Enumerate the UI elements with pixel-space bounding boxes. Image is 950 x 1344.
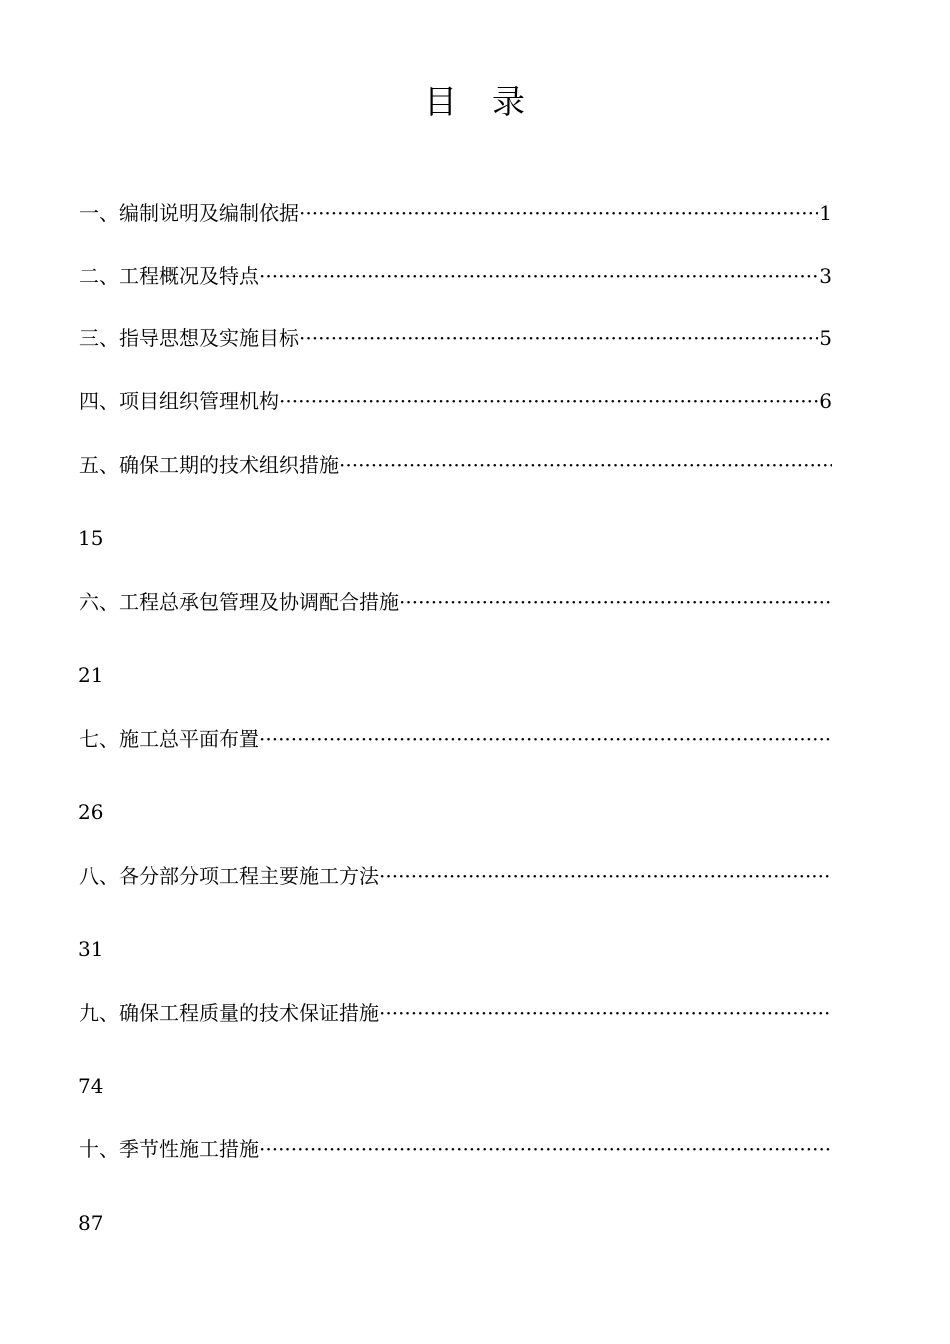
toc-entry-page: 5 [819, 326, 832, 350]
toc-entry-label: 一、编制说明及编制依据 [79, 201, 299, 225]
title-char-1: 目 [424, 82, 458, 121]
dot-leader [299, 323, 818, 353]
toc-entry-label: 六、工程总承包管理及协调配合措施 [79, 590, 399, 614]
toc-entry-label: 七、施工总平面布置 [79, 727, 259, 751]
toc-entry-4[interactable] [79, 386, 832, 416]
toc-entry-page: 1 [819, 201, 832, 225]
toc-entry-3[interactable] [79, 323, 832, 353]
dot-leader [399, 587, 832, 617]
toc-entry-label: 四、项目组织管理机构 [79, 389, 279, 413]
toc-entry-5[interactable] [79, 450, 832, 480]
toc-entry-page: 15 [78, 526, 104, 550]
toc-entry-page: 21 [78, 663, 104, 687]
toc-entry-page: 31 [78, 937, 104, 961]
toc-entry-label: 九、确保工程质量的技术保证措施 [79, 1001, 379, 1025]
dot-leader [379, 998, 832, 1028]
dot-leader [379, 861, 832, 891]
toc-entry-label: 十、季节性施工措施 [79, 1137, 259, 1161]
dot-leader [299, 198, 818, 228]
dot-leader [259, 724, 832, 754]
dot-leader [339, 450, 832, 480]
toc-entry-7[interactable] [79, 724, 832, 754]
toc-entry-page: 6 [819, 389, 832, 413]
toc-entry-label: 五、确保工期的技术组织措施 [79, 453, 339, 477]
dot-leader [259, 1134, 832, 1164]
toc-entry-8[interactable] [79, 861, 832, 891]
toc-entry-9[interactable] [79, 998, 832, 1028]
toc-entry-6[interactable] [79, 587, 832, 617]
toc-entry-page: 3 [819, 264, 832, 288]
toc-entry-label: 三、指导思想及实施目标 [79, 326, 299, 350]
toc-entry-2[interactable] [79, 261, 832, 291]
dot-leader [259, 261, 818, 291]
toc-entry-page: 26 [78, 800, 104, 824]
toc-entry-1[interactable] [79, 198, 832, 228]
toc-entry-page: 74 [78, 1074, 104, 1098]
toc-entry-page: 87 [78, 1211, 104, 1235]
title-char-2: 录 [492, 82, 526, 121]
toc-entry-label: 二、工程概况及特点 [79, 264, 259, 288]
toc-entry-10[interactable] [79, 1134, 832, 1164]
toc-entry-label: 八、各分部分项工程主要施工方法 [79, 864, 379, 888]
dot-leader [279, 386, 818, 416]
